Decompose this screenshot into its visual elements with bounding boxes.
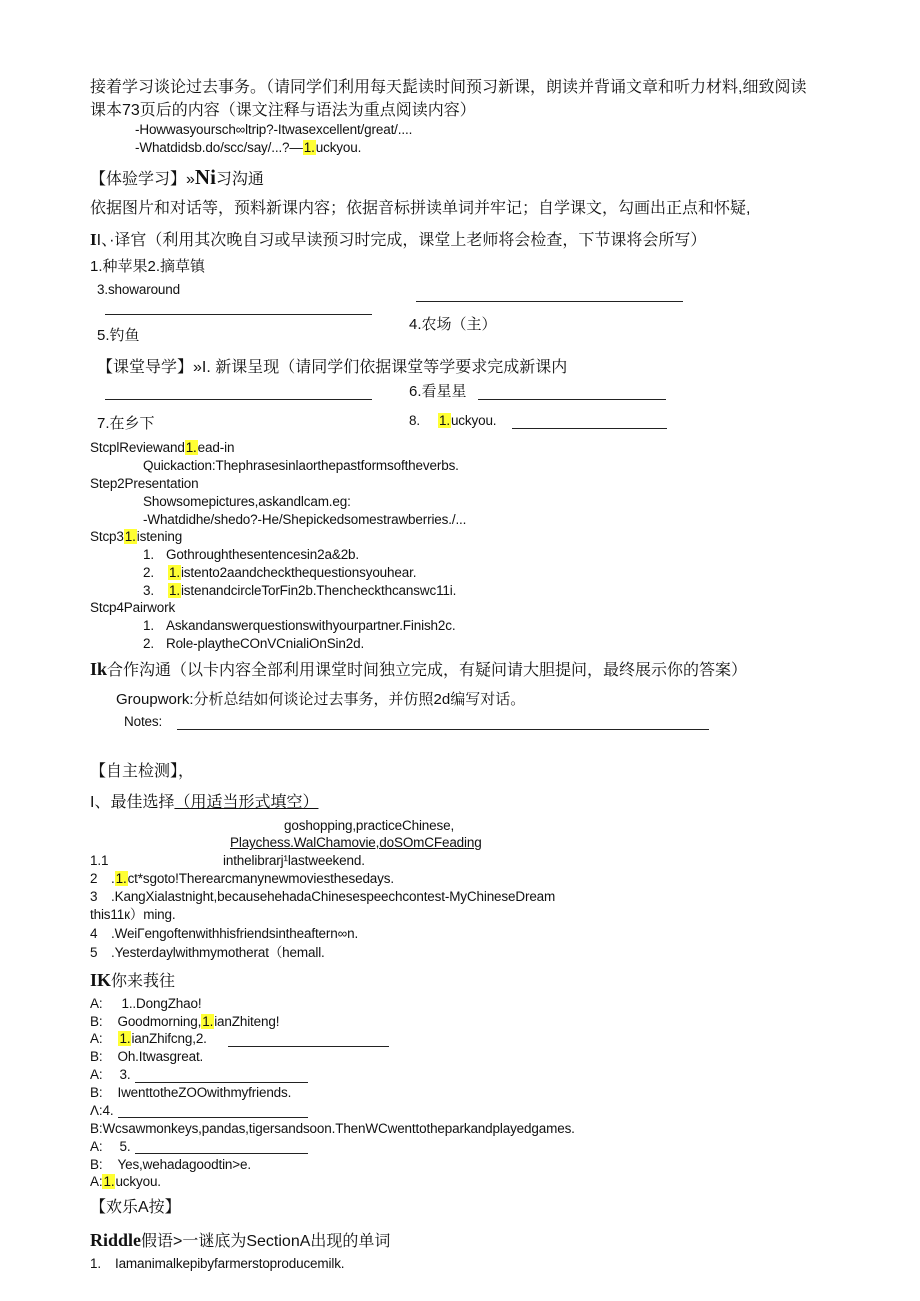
example-sentence: -Howwasyoursch∞ltrip?-Itwasexcellent/great/.... — [135, 122, 413, 137]
highlight-mark: 1. — [303, 140, 315, 155]
list-item: 2. Role-playtheCOnVCnialiOnSin2d. — [143, 636, 365, 651]
question-text: inthelibrarj¹lastweekend. — [223, 853, 365, 868]
section-heading: IK你来莪往 — [90, 970, 176, 990]
question-num: 1.1 — [90, 853, 109, 868]
riddle-item: 1. Iamanimalkepibyfarmerstoproducemilk. — [90, 1256, 345, 1271]
answer-line[interactable] — [135, 1153, 308, 1154]
section-heading: 【自主检测】， — [90, 763, 195, 780]
question-num: 3 — [90, 889, 98, 904]
dialogue-line: A: 5. — [90, 1139, 131, 1154]
intro-line: 课本73页后的内容（课文注释与语法为重点阅读内容） — [90, 102, 476, 119]
step-heading: StcplReviewand1.ead-in — [90, 440, 235, 455]
notes-label: Notes: — [124, 714, 163, 729]
dialogue-line: A:1.uckyou. — [90, 1174, 161, 1189]
section-heading: 【体验学习】»Ni习沟通 — [90, 165, 264, 189]
question-num: 4 — [90, 926, 98, 941]
subsection-heading: I、最佳选择（用适当形式填空） — [90, 794, 319, 811]
answer-line[interactable] — [478, 399, 666, 400]
step-heading: Step2Presentation — [90, 476, 199, 491]
question-num: 2 — [90, 871, 98, 886]
guide-heading: 【课堂导学】»I. 新课呈现（请同学们依据课堂等学要求完成新课内 — [97, 359, 568, 376]
dialogue-line: B: Yes,wehadagoodtin>e. — [90, 1157, 251, 1172]
answer-line[interactable] — [105, 399, 372, 400]
step-detail: -Whatdidhe/shedo?-He/Shepickedsomestrawberries./... — [143, 512, 467, 527]
list-item: 3. 1.istenandcircleTorFin2b.Thencheckthcanswc11i. — [143, 583, 457, 598]
dialogue-line: A: 1.ianZhifcng,2. — [90, 1031, 207, 1046]
question-text: .1.ct*sgoto!Therearcmanynewmoviesthesedays. — [111, 871, 394, 886]
dialogue-line: Λ:4. — [90, 1103, 114, 1118]
example-sentence: -Whatdidsb.do/scc/say/...?—1.uckyou. — [135, 140, 362, 155]
dialogue-line: B: Oh.Itwasgreat. — [90, 1049, 204, 1064]
dialogue-line: B: Goodmorning,1.ianZhiteng! — [90, 1014, 280, 1029]
translate-heading: II、·译官（利用其次晚自习或早读预习时完成，课堂上老师将会检查，下节课将会所写） — [90, 230, 707, 249]
section-heading: 【欢乐A按】 — [90, 1199, 181, 1216]
translate-item: 3.showaround — [97, 282, 181, 297]
question-num: 5 — [90, 945, 98, 960]
dialogue-line: B: IwenttotheZOOwithmyfriends. — [90, 1085, 292, 1100]
answer-line[interactable] — [512, 428, 667, 429]
step-heading: Stcp4Pairwork — [90, 600, 176, 615]
answer-line[interactable] — [105, 314, 372, 315]
list-item: 1. Gothroughthesentencesin2a&2b. — [143, 547, 360, 562]
section-description: 依据图片和对话等，预料新课内容；依据音标拼读单词并牢记；自学课文，勾画出正点和怀疑, — [90, 200, 751, 217]
step-detail: Showsomepictures,askandlcam.eg: — [143, 494, 351, 509]
question-text: .Yesterdaylwithmymotherat（hemall. — [111, 945, 325, 960]
step-heading: Stcp31.istening — [90, 529, 183, 544]
list-item: 2. 1.istento2aandcheckthequestionsyouhear. — [143, 565, 417, 580]
question-text: .WeiΓengoftenwithhisfriendsintheaftern∞n. — [111, 926, 359, 941]
groupwork-text: Groupwork:分析总结如何谈论过去事务，并仿照2d编写对话。 — [116, 691, 526, 708]
dialogue-line: A: 1..DongZhao! — [90, 996, 202, 1011]
translate-item: 5.钓鱼 — [97, 327, 140, 344]
translate-item: 4.农场（主） — [409, 316, 497, 333]
intro-line: 接着学习谈论过去事务。（请同学们利用每天髭读时间预习新课，朗读并背诵文章和听力材料,细致阅读 — [90, 79, 807, 96]
question-text: .KangXialastnight,becausehehadaChinesespeechcontest-MyChineseDream — [111, 889, 556, 904]
dialogue-line: B:Wcsawmonkeys,pandas,tigersandsoon.ThenWCwenttotheparkandplayedgames. — [90, 1121, 575, 1136]
question-text: this11к）ming. — [90, 907, 176, 922]
riddle-heading: Riddle假语>一谜底为SectionA出现的单词 — [90, 1230, 391, 1250]
dialogue-line: A: 3. — [90, 1067, 131, 1082]
step-detail: Quickaction:Thephrasesinlaorthepastformsoftheverbs. — [143, 458, 459, 473]
answer-line[interactable] — [416, 301, 683, 302]
section-heading: Ik合作沟通（以卡内容全部利用课堂时间独立完成，有疑问请大胆提问，最终展示你的答案） — [90, 659, 748, 679]
answer-line[interactable] — [118, 1117, 308, 1118]
translate-item: 6.看星星 — [409, 383, 467, 400]
translate-item: 7.在乡下 — [97, 415, 155, 432]
answer-line[interactable] — [228, 1046, 389, 1047]
word-options: Playchess.WalChamovie,doSOmCFeading — [230, 835, 482, 850]
translate-item: 8. 1.uckyou. — [409, 413, 497, 428]
translate-item: 1.种苹果2.摘草镇 — [90, 258, 206, 275]
notes-line[interactable] — [177, 729, 709, 730]
list-item: 1. Askandanswerquestionswithyourpartner.Finish2c. — [143, 618, 456, 633]
word-options: goshopping,practiceChinese, — [284, 818, 455, 833]
answer-line[interactable] — [135, 1082, 308, 1083]
